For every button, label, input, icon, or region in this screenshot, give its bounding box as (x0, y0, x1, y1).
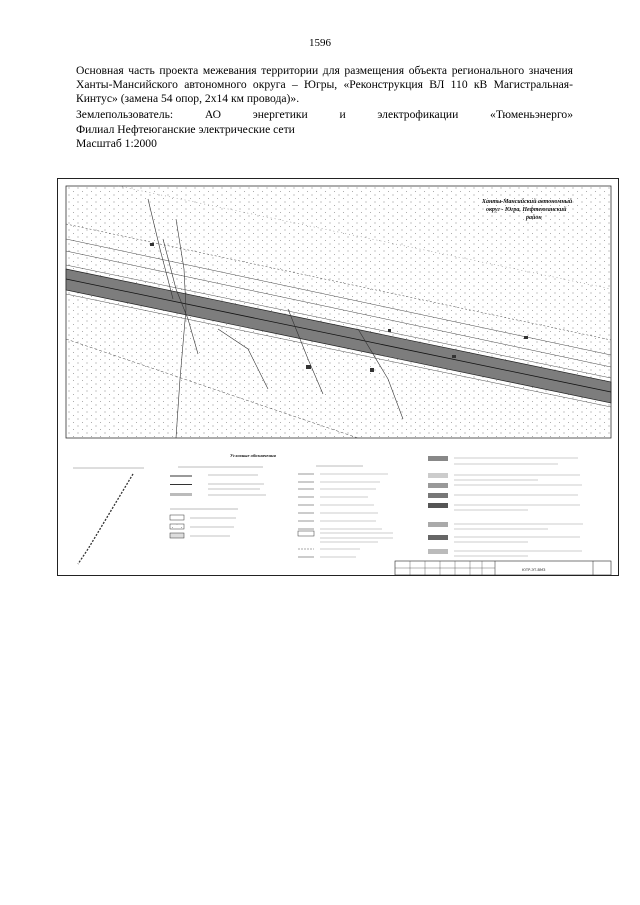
title-block (395, 561, 611, 575)
document-heading: Основная часть проекта межевания территории для размещения объекта регионального значения Ханты-Мансийского автономного округа – Югры, «Реконструкция ВЛ 110 кВ Магистральная-Кинтус» (замена 54 опор, 2х14 км провода)». (76, 64, 573, 106)
land-user-line (76, 108, 573, 122)
legend-column-3 (428, 456, 583, 556)
land-user-word: электрофикации (377, 108, 459, 121)
scale-label: Масштаб 1:2000 (76, 137, 157, 150)
land-user-word: Землепользователь: (76, 108, 174, 121)
survey-drawing (57, 178, 619, 576)
stamp-code: ЮТР-ЭТ-ВМЗ (522, 568, 546, 572)
inset-map (73, 468, 144, 564)
region-label-line: округ - Югра, Нефтеюганский (486, 207, 567, 213)
legend-column-2 (298, 466, 393, 557)
map-frame (66, 186, 611, 438)
legend-title: Условные обозначения (230, 453, 276, 458)
region-label-line: район (526, 215, 542, 221)
land-user-word: энергетики (252, 108, 308, 121)
land-user-word: АО (204, 108, 222, 121)
branch-name: Филиал Нефтеюганские электрические сети (76, 123, 295, 136)
page-number: 1596 (309, 37, 331, 49)
region-label-line: Ханты-Мансийский автономный (482, 199, 573, 205)
legend-column-1 (170, 467, 266, 538)
land-user-word: и (339, 108, 346, 121)
land-user-word: «Тюменьэнерго» (490, 108, 573, 121)
drawing-canvas (58, 179, 618, 575)
